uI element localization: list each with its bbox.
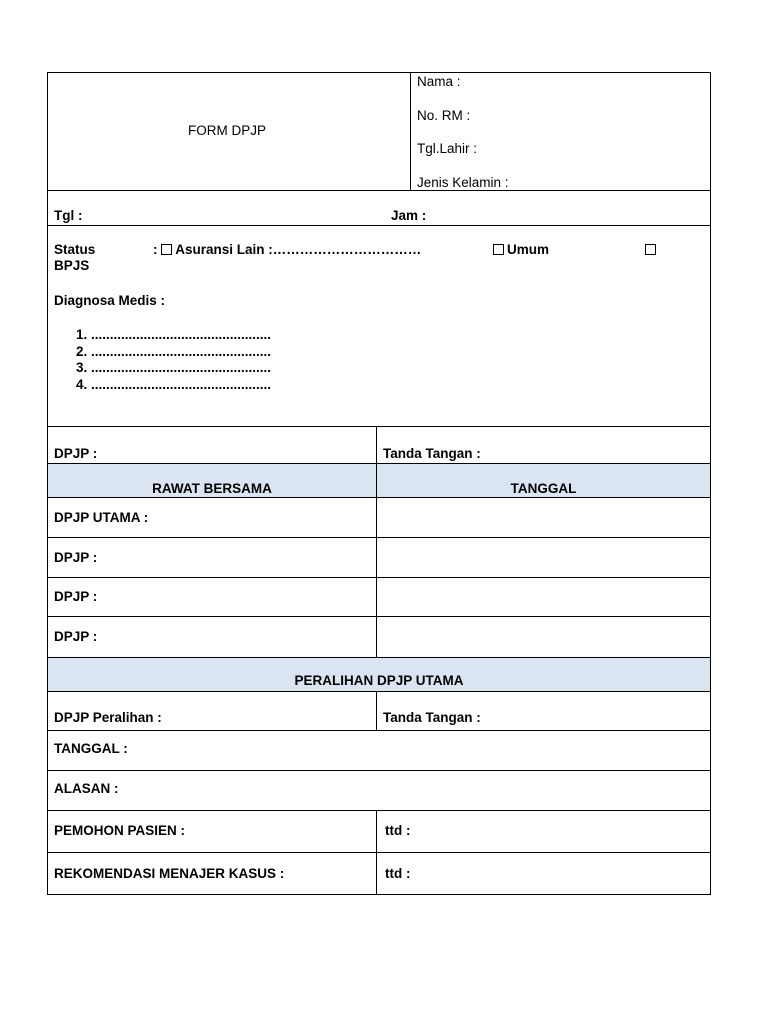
tanda-tangan-label: Tanda Tangan : bbox=[383, 446, 481, 461]
tanggal-title: TANGGAL bbox=[510, 481, 577, 496]
pemohon-label: PEMOHON PASIEN : bbox=[54, 823, 186, 838]
bpjs-checkbox-wrap[interactable] bbox=[645, 242, 659, 258]
jam-label: Jam : bbox=[391, 208, 427, 223]
tanggal-label: TANGGAL : bbox=[54, 741, 128, 756]
umum-option[interactable] bbox=[493, 242, 549, 258]
bpjs-checkbox[interactable] bbox=[645, 244, 656, 255]
header-row bbox=[47, 72, 711, 190]
rekomendasi-label: REKOMENDASI MENAJER KASUS : bbox=[54, 866, 285, 881]
rawat-bersama-title: RAWAT BERSAMA bbox=[152, 481, 272, 496]
pemohon-row bbox=[47, 810, 711, 852]
peralihan-title: PERALIHAN DPJP UTAMA bbox=[294, 673, 464, 688]
asuransi-checkbox[interactable] bbox=[161, 244, 172, 255]
diagnosa-item-3: 3. ................................................ bbox=[76, 360, 272, 375]
bpjs-label: BPJS bbox=[54, 258, 90, 273]
status-section bbox=[47, 225, 711, 426]
diagnosa-item-1: 1. ................................................ bbox=[76, 327, 272, 342]
dpjp-form bbox=[47, 72, 711, 894]
diagnosa-item-2: 2. ................................................ bbox=[76, 344, 272, 359]
dpjp-label-4: DPJP : bbox=[54, 629, 98, 644]
peralihan-header bbox=[47, 657, 711, 691]
asuransi-option[interactable] bbox=[153, 242, 421, 258]
rawat-row-1 bbox=[47, 497, 711, 537]
form-title: FORM DPJP bbox=[187, 123, 266, 138]
jenis-kelamin-label: Jenis Kelamin : bbox=[417, 175, 509, 190]
dpjp-label: DPJP : bbox=[54, 446, 98, 461]
rawat-row-4 bbox=[47, 616, 711, 657]
dpjp-label-2: DPJP : bbox=[54, 550, 98, 565]
dpjp-peralihan-label: DPJP Peralihan : bbox=[54, 710, 162, 725]
dpjp-label-3: DPJP : bbox=[54, 589, 98, 604]
rekomendasi-ttd: ttd : bbox=[385, 866, 411, 881]
nama-label: Nama : bbox=[417, 74, 461, 89]
umum-label: Umum bbox=[507, 242, 550, 257]
alasan-row bbox=[47, 770, 711, 810]
peralihan-ttd-label: Tanda Tangan : bbox=[383, 710, 481, 725]
alasan-label: ALASAN : bbox=[54, 781, 119, 796]
rekomendasi-row bbox=[47, 852, 711, 895]
rawat-row-2 bbox=[47, 537, 711, 577]
asuransi-label: Asuransi Lain :…………………………… bbox=[175, 242, 422, 257]
status-label: Status bbox=[54, 242, 96, 257]
date-row bbox=[47, 190, 711, 225]
rawat-bersama-header bbox=[47, 463, 711, 497]
rawat-row-3 bbox=[47, 577, 711, 616]
tgl-lahir-label: Tgl.Lahir : bbox=[417, 141, 478, 156]
diagnosa-label: Diagnosa Medis : bbox=[54, 293, 166, 308]
peralihan-row bbox=[47, 691, 711, 730]
tgl-label: Tgl : bbox=[54, 208, 83, 223]
no-rm-label: No. RM : bbox=[417, 108, 471, 123]
status-colon: : bbox=[153, 242, 158, 257]
pemohon-ttd: ttd : bbox=[385, 823, 411, 838]
tanggal-row bbox=[47, 730, 711, 770]
dpjp-row bbox=[47, 426, 711, 463]
umum-checkbox[interactable] bbox=[493, 244, 504, 255]
dpjp-utama-label: DPJP UTAMA : bbox=[54, 510, 149, 525]
diagnosa-item-4: 4. ................................................ bbox=[76, 377, 272, 392]
